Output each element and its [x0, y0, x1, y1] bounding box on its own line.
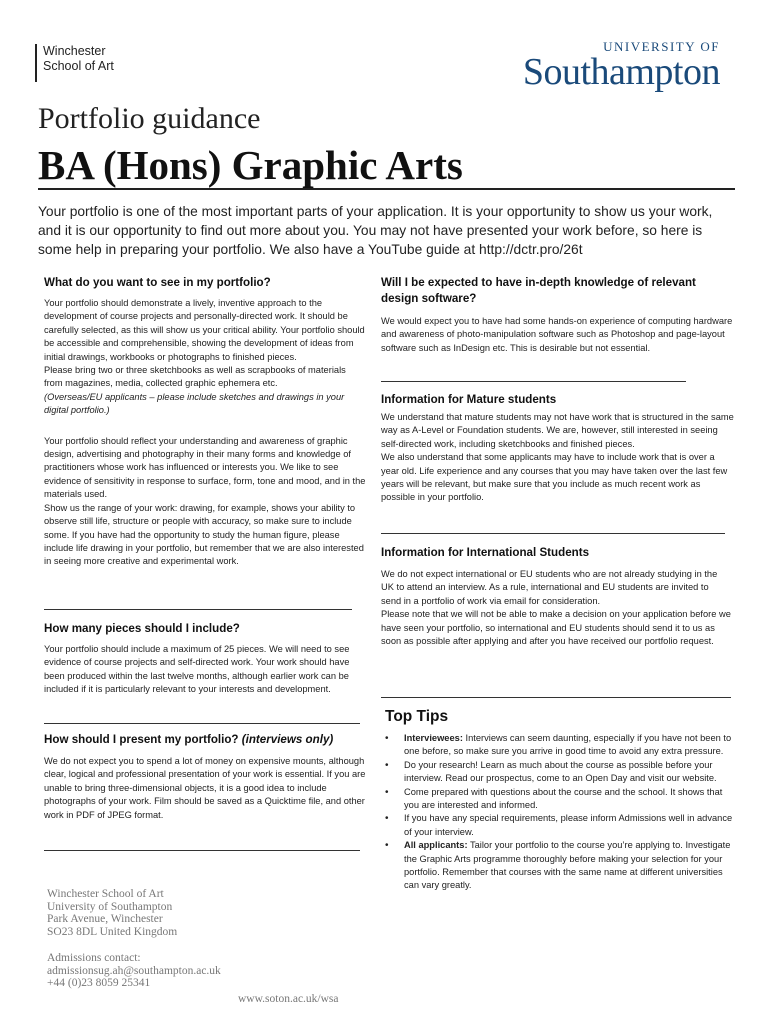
tip-text: Do your research! Learn as much about the course as possible before your interview. Read our prospectus, come to an Open Day and visit our website. [404, 759, 717, 784]
footer-contact [47, 952, 221, 990]
tip-text: Tailor your portfolio to the course you’re applying to. Investigate the Graphic Arts programme thoroughly before making your selection for your portfolio. Remember that courses with the same name at different universities can vary greatly. [404, 840, 731, 891]
right-section-2 [381, 411, 735, 505]
top-tips-heading: Top Tips [385, 708, 449, 725]
right-s2-p2: We also understand that some applicants may have to include work that is over a year old. Life experience and any courses that you may have taken over the last few years will be relevant, but make sure that you include as much recent work as possible in your portfolio. [381, 452, 728, 503]
left-heading-1: What do you want to see in my portfolio? [44, 276, 271, 289]
footer-address-line: University of Southampton [47, 900, 173, 913]
tip-item [383, 786, 735, 813]
tip-text: Interviews can seem daunting, especially if you have not been to one before, so make sure you arrive in good time to avoid any extra pressure. [404, 733, 732, 757]
university-logo-small: UNIVERSITY OF [603, 39, 720, 54]
tip-text: Come prepared with questions about the course and the school. It shows that you are interested and informed. [404, 786, 723, 811]
footer-address-line: Winchester School of Art [47, 888, 164, 900]
tip-item [383, 732, 735, 759]
left-heading-3-text: How should I present my portfolio? [44, 733, 239, 746]
right-divider-3 [381, 697, 731, 698]
left-heading-2: How many pieces should I include? [44, 622, 240, 635]
footer-website-link[interactable]: www.soton.ac.uk/wsa [238, 993, 339, 1005]
left-heading-3 [44, 732, 333, 748]
right-s3-p1: We do not expect international or EU students who are not already studying in the UK to attend an interview. As a rule, international and EU students are invited to send in a portfolio of work via email for consideration. [381, 569, 718, 606]
page-subtitle: Portfolio guidance [38, 102, 261, 135]
left-heading-3-italic: (interviews only) [241, 733, 334, 746]
tip-bold: Interviewees: [404, 733, 463, 743]
wsa-logo-line1: Winchester [43, 44, 106, 58]
tip-text: If you have any special requirements, please inform Admissions well in advance of your interview. [404, 813, 733, 837]
footer-address [47, 888, 177, 938]
left-s1-p5: Show us the range of your work: drawing, for example, shows your ability to observe still life, structure or people with accuracy, so make sure to include some. If you have had the opportunity to study the human figure, please include life drawing in your portfolio, but remember that we are also interested in seeing more creative and experimental work. [44, 502, 364, 567]
right-divider-1 [381, 381, 686, 382]
left-divider-1 [44, 609, 352, 610]
left-s1-p2: Please bring two or three sketchbooks as well as scrapbooks of materials from magazines, media, collected graphic ephemera etc. [44, 365, 346, 389]
left-s2-p1: Your portfolio should include a maximum of 25 pieces. We will need to see evidence of course projects and self-directed work. Your work should have been produced within the last twelve months, although earlier work can be included if it is particularly relevant to your interests and development. [44, 644, 350, 695]
left-divider-2 [44, 723, 360, 724]
tip-item [383, 812, 735, 839]
contact-phone: +44 (0)23 8059 25341 [47, 977, 151, 989]
top-tips-list [383, 732, 735, 893]
right-divider-2 [381, 533, 725, 534]
intro-paragraph: Your portfolio is one of the most important parts of your application. It is your opportunity to show us your work, and it is our opportunity to find out more about you. You may not have presented your work before, so here is some help in preparing your portfolio. We also have a YouTube guide at http://dctr.pro/26t [38, 204, 713, 257]
left-s1-p4: Your portfolio should reflect your understanding and awareness of graphic design, advertising and photography in their many forms and knowledge of practitioners whose work has influenced or interests you. We like to see evidence of sensitivity in response to surface, form, tone and mood, and in the materials used. [44, 435, 366, 500]
tip-item [383, 839, 735, 893]
university-logo-big: Southampton [522, 51, 720, 93]
title-divider [38, 188, 735, 190]
wsa-logo-line2: School of Art [43, 59, 114, 73]
left-s3-p1: We do not expect you to spend a lot of money on expensive mounts, although clear, logical and professional presentation of your work is essential. If you are unable to bring three-dimensional objects, it is a good idea to include photographs of your work. Film should be saved as a Quicktime file, and other work in PDF of JPEG format. [44, 756, 366, 820]
left-section-1 [44, 297, 366, 569]
university-logo [490, 39, 720, 93]
tip-bold: All applicants: [404, 840, 468, 851]
footer-address-line: Park Avenue, Winchester [47, 913, 163, 925]
right-s3-p2: Please note that we will not be able to make a decision on your application before we have seen your portfolio, so international and EU students should send it to us as soon as possible after applying and after you have received our portfolio request. [381, 609, 731, 647]
left-s1-p3: (Overseas/EU applicants – please include sketches and drawings in your digital portfolio.) [44, 391, 345, 416]
wsa-logo [35, 44, 114, 82]
right-section-3 [381, 568, 731, 648]
left-divider-3 [44, 850, 360, 851]
right-heading-1: Will I be expected to have in-depth knowledge of relevant design software? [381, 276, 696, 305]
left-s1-p1: Your portfolio should demonstrate a lively, inventive approach to the development of course projects and personally-directed work. It should be carefully selected, as this will show us your critical ability. Your portfolio should be accessible and comprehensible, showing the development of ideas from initial drawings, workbooks or photographs to finished pieces. [44, 298, 365, 362]
page-title: BA (Hons) Graphic Arts [38, 142, 463, 188]
right-heading-3: Information for International Students [381, 546, 590, 559]
contact-label: Admissions contact: [47, 952, 141, 964]
right-heading-2: Information for Mature students [381, 393, 557, 406]
right-s2-p1: We understand that mature students may not have work that is structured in the same way as A-Level or Foundation students. We are, however, still interested in seeing self-directed work, including sketchbooks and finished pieces. [381, 412, 734, 449]
contact-email[interactable]: admissionsug.ah@southampton.ac.uk [47, 964, 221, 977]
right-s1-p1: We would expect you to have had some hands-on experience of computing hardware and awareness of photo-manipulation software such as Photoshop and page-layout software such as InDesign etc. This is desirable but not essential. [381, 316, 733, 353]
tip-item [383, 759, 735, 786]
footer-address-line: SO23 8DL United Kingdom [47, 925, 178, 938]
